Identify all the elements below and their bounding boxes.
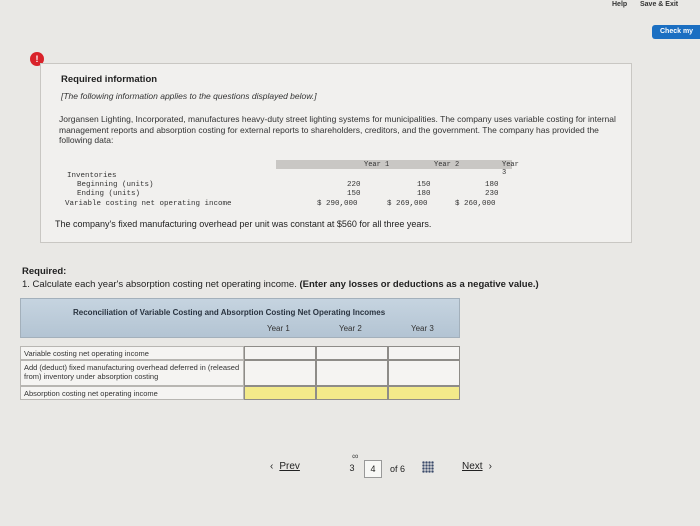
page-count: of 6	[390, 464, 406, 474]
variable-noi-year-3: $ 260,000	[455, 200, 496, 208]
page-4-button[interactable]: 4	[364, 460, 382, 478]
check-my-work-button[interactable]: Check my	[652, 25, 700, 39]
row-label-fixed-overhead-deferred: Add (deduct) fixed manufacturing overhead deferred in (released from) inventory under absorption costing	[20, 360, 244, 386]
required-instruction	[22, 279, 539, 290]
top-bar	[0, 0, 700, 14]
ending-year-3: 230	[485, 190, 499, 198]
recon-year-1: Year 1	[267, 324, 290, 333]
chevron-left-icon: ‹	[270, 461, 274, 472]
overhead-deferred-year-3-input[interactable]	[388, 360, 460, 386]
recon-year-2: Year 2	[339, 324, 362, 333]
row-label-variable-noi: Variable costing net operating income	[20, 346, 244, 360]
absorption-noi-year-3-input[interactable]	[388, 386, 460, 400]
alert-icon: !	[30, 52, 44, 66]
reconciliation-title: Reconciliation of Variable Costing and Absorption Costing Net Operating Incomes	[73, 308, 386, 317]
instruction-text: 1. Calculate each year's absorption costing net operating income.	[22, 279, 297, 290]
header-year-2: Year 2	[434, 161, 460, 169]
question-navigation	[270, 451, 510, 480]
beginning-year-1: 220	[347, 181, 361, 189]
data-table-header	[276, 160, 519, 177]
required-information-panel	[40, 63, 632, 243]
overhead-deferred-year-2-input[interactable]	[316, 360, 388, 386]
instruction-bold-note: (Enter any losses or deductions as a negative value.)	[299, 279, 539, 290]
table-row	[20, 360, 460, 386]
grid-icon[interactable]	[422, 461, 434, 473]
next-button[interactable]: Next ›	[462, 461, 492, 472]
variable-noi-year-3-input[interactable]	[388, 346, 460, 360]
page-3-button[interactable]: 3	[349, 463, 355, 473]
ending-year-2: 180	[417, 190, 431, 198]
info-note: [The following information applies to the questions displayed below.]	[61, 91, 317, 101]
inventories-label: Inventories	[67, 172, 117, 180]
beginning-year-3: 180	[485, 181, 499, 189]
variable-noi-year-1-input[interactable]	[244, 346, 316, 360]
beginning-units-label: Beginning (units)	[77, 181, 154, 189]
help-link[interactable]: Help	[612, 1, 628, 8]
row-label-absorption-noi: Absorption costing net operating income	[20, 386, 244, 400]
recon-year-3: Year 3	[411, 324, 434, 333]
required-information-title: Required information	[61, 74, 158, 85]
table-row	[20, 346, 460, 360]
info-paragraph: Jorgansen Lighting, Incorporated, manufactures heavy-duty street lighting systems for municipalities. The company uses variable costing for internal management reports and absorption costing for external reports to shareholders, creditors, and the government. The company has provided the following data:	[59, 114, 616, 145]
absorption-noi-year-1-input[interactable]	[244, 386, 316, 400]
ending-units-label: Ending (units)	[77, 190, 141, 198]
variable-noi-year-2: $ 269,000	[387, 200, 428, 208]
overhead-deferred-year-1-input[interactable]	[244, 360, 316, 386]
variable-noi-year-2-input[interactable]	[316, 346, 388, 360]
header-year-3: Year 3	[502, 161, 519, 177]
beginning-year-2: 150	[417, 181, 431, 189]
reconciliation-header	[20, 298, 460, 338]
header-year-1: Year 1	[364, 161, 390, 169]
required-heading: Required:	[22, 266, 67, 277]
table-row	[20, 386, 460, 400]
link-icon: ∞	[352, 451, 359, 461]
ending-year-1: 150	[347, 190, 361, 198]
prev-button[interactable]: ‹ Prev	[270, 461, 300, 472]
fixed-overhead-note: The company's fixed manufacturing overhead per unit was constant at $560 for all three years.	[55, 219, 432, 229]
variable-noi-year-1: $ 290,000	[317, 200, 358, 208]
chevron-right-icon: ›	[488, 461, 492, 472]
variable-noi-label: Variable costing net operating income	[65, 200, 232, 208]
save-exit-link[interactable]: Save & Exit	[640, 1, 679, 8]
absorption-noi-year-2-input[interactable]	[316, 386, 388, 400]
reconciliation-table	[20, 298, 460, 402]
